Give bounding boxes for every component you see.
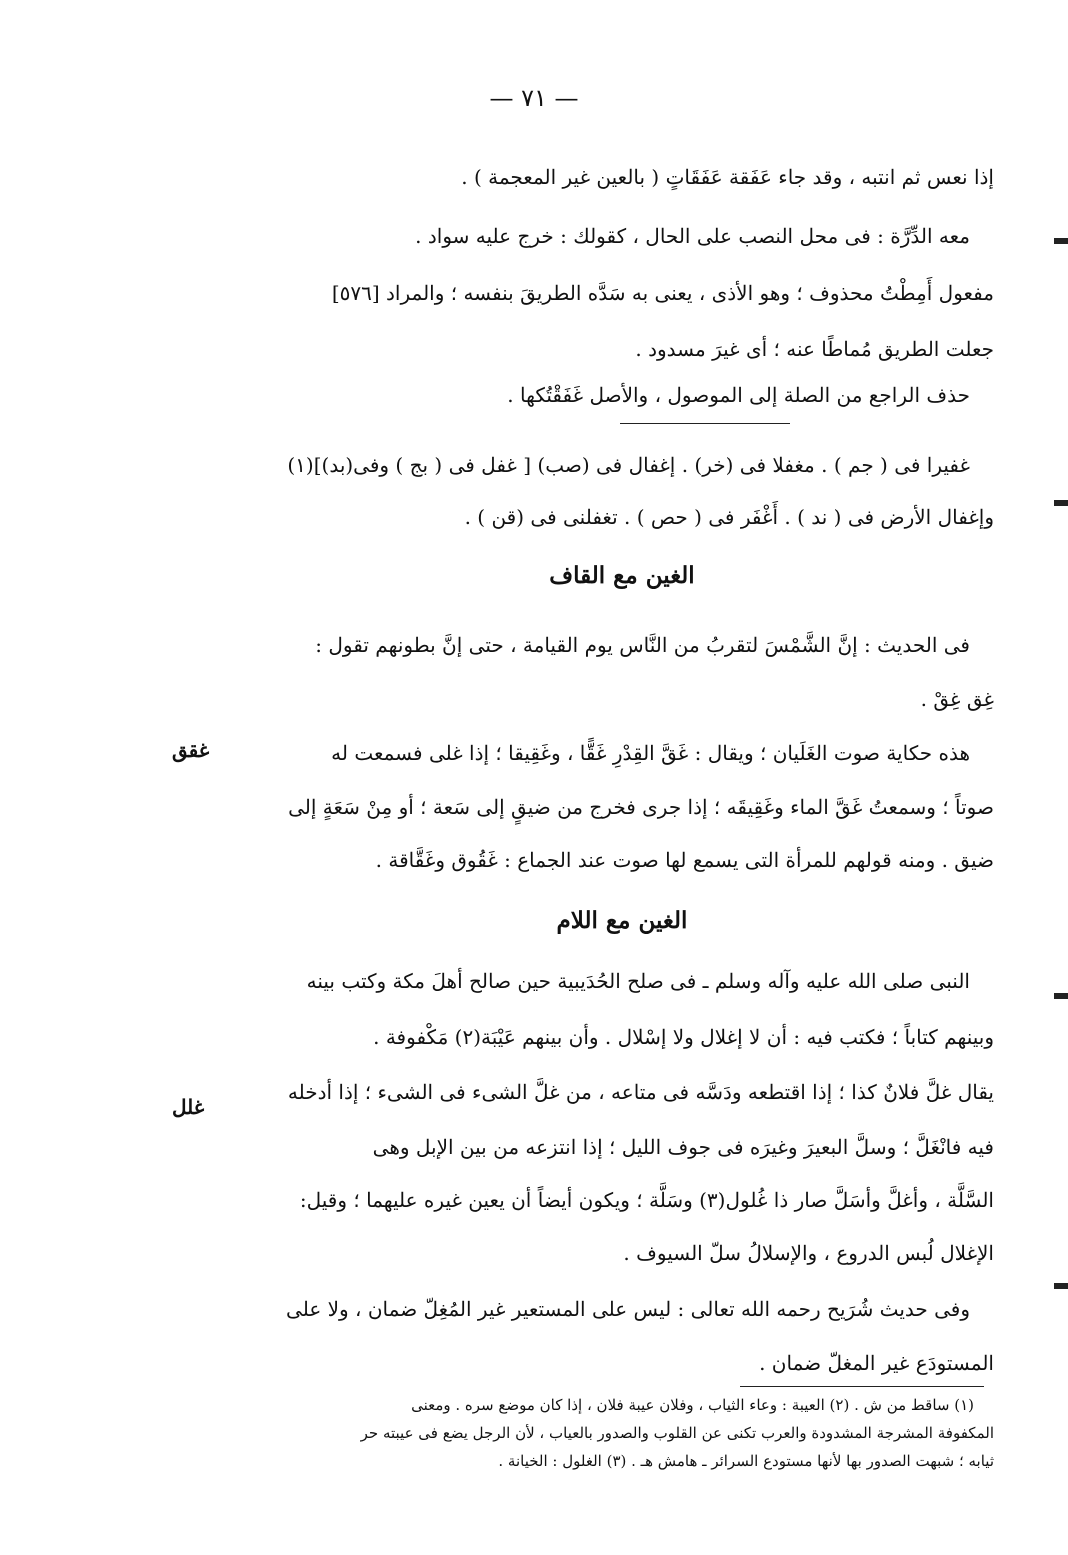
text-line: الإغلال لُبس الدروع ، والإسلالُ سلّ السيوف . xyxy=(623,1241,994,1265)
scan-edge-mark xyxy=(1054,238,1068,244)
text-line: وفى حديث شُرَيح رحمه الله تعالى : ليس على المستعير غير المُغِلّ ضمان ، ولا على xyxy=(286,1297,970,1321)
text-line: حذف الراجع من الصلة إلى الموصول ، والأصل غَفَقْتُكها . xyxy=(507,383,970,407)
scan-edge-mark xyxy=(1054,500,1068,506)
text-line: معه الدِّرَّة : فى محل النصب على الحال ، كقولك : خرج عليه سواد . xyxy=(415,224,970,248)
variants-block xyxy=(250,440,994,540)
section-body xyxy=(250,620,994,890)
text-line: ضيق . ومنه قولهم للمرأة التى يسمع لها صوت عند الجماع : غَقُوق وغَقَّاقة . xyxy=(375,848,994,872)
text-line: وبينهم كتاباً ؛ فكتب فيه : أن لا إغلال ولا إسْلال . وأن بينهم عَيْبَة(٢) مَكْفوفة . xyxy=(373,1025,994,1049)
text-line: فيه فانْغَلَّ ؛ وسلَّ البعيرَ وغيرَه فى جوف الليل ؛ إذا انتزعه من بين الإبل وهى xyxy=(372,1135,994,1159)
text-line: السَّلَّة ، وأغلَّ وأسَلَّ صار ذا غُلول(٣) وسَلَّة ؛ ويكون أيضاً أن يعين غيره عليهما ؛ وقيل: xyxy=(299,1188,994,1212)
section-heading: الغين مع القاف xyxy=(549,562,695,589)
section-body xyxy=(250,960,994,1390)
footnote-line: ثيابه ؛ شبهت الصدور بها لأنها مستودع السرائر ـ هامش هـ . (٣) الغلول : الخيانة . xyxy=(498,1452,994,1470)
text-line: فى الحديث : إنَّ الشَّمْسَ لتقربُ من النَّاس يوم القيامة ، حتى إنَّ بطونهم تقول : xyxy=(315,633,970,657)
footnote-line: المكفوفة المشرجة المشدودة والعرب تكنى عن القلوب والصدور بالعياب ، لأن الرجل يضع فى عيبته حر xyxy=(360,1424,994,1442)
text-line: المستودَع غير المغلّ ضمان . xyxy=(759,1351,994,1375)
text-line: إذا نعس ثم انتبه ، وقد جاء عَفَقة عَفَقَاتٍ ( بالعين غير المعجمة ) . xyxy=(461,165,994,189)
text-line: جعلت الطريق مُماطًا عنه ؛ أى غيرَ مسدود . xyxy=(635,337,994,361)
text-line: غِق غِقْ . xyxy=(920,687,994,711)
footnotes xyxy=(250,1392,994,1482)
scan-edge-mark xyxy=(1054,993,1068,999)
text-line: النبى صلى الله عليه وآله وسلم ـ فى صلح الحُدَيبية حين صالح أهلَ مكة وكتب بينه xyxy=(306,969,970,993)
text-line: وإغفال الأرض فى ( ند ) . أَغْفَر فى ( حص ) . تغفلنى فى (قن ) . xyxy=(464,505,994,529)
scan-edge-mark xyxy=(1054,1283,1068,1289)
text-line: مفعول أَمِطْتُ محذوف ؛ وهو الأذى ، يعنى به سَدَّه الطريقَ بنفسه ؛ والمراد [٥٧٦] xyxy=(331,281,994,305)
page-number: — ٧١ — xyxy=(489,84,579,112)
text-line: هذه حكاية صوت الغَلَيان ؛ ويقال : غَقَّ القِدْرِ غَقًّا ، وغَقِيقا ؛ إذا غلى فسمعت له xyxy=(331,741,970,765)
margin-root-word: غقق xyxy=(172,738,210,762)
margin-root-word: غلل xyxy=(172,1095,205,1119)
text-line: غفيرا فى ( جم ) . مغفلا فى (خر) . إغفال فى (صب) [ غفل فى ( بج ) وفى(بد)](١) xyxy=(287,453,970,477)
text-line: يقال غلَّ فلانٌ كذا ؛ إذا اقتطعه ودَسَّه فى متاعه ، من غلَّ الشىء فى الشىء ؛ إذا أدخله xyxy=(287,1080,994,1104)
divider xyxy=(620,423,790,424)
text-block-intro xyxy=(250,150,994,410)
footnote-divider xyxy=(740,1386,984,1387)
text-line: صوتاً ؛ وسمعتُ غَقَّ الماء وغَقِيقَه ؛ إذا جرى فخرج من ضيقٍ إلى سَعة ؛ أو مِنْ سَعَةٍ إلى xyxy=(288,795,994,819)
section-heading: الغين مع اللام xyxy=(556,907,688,934)
footnote-line: (١) ساقط من ش . (٢) العيبة : وعاء الثياب ، وفلان عيبة فلان ، إذا كان موضع سره . ومعنى xyxy=(411,1396,974,1414)
